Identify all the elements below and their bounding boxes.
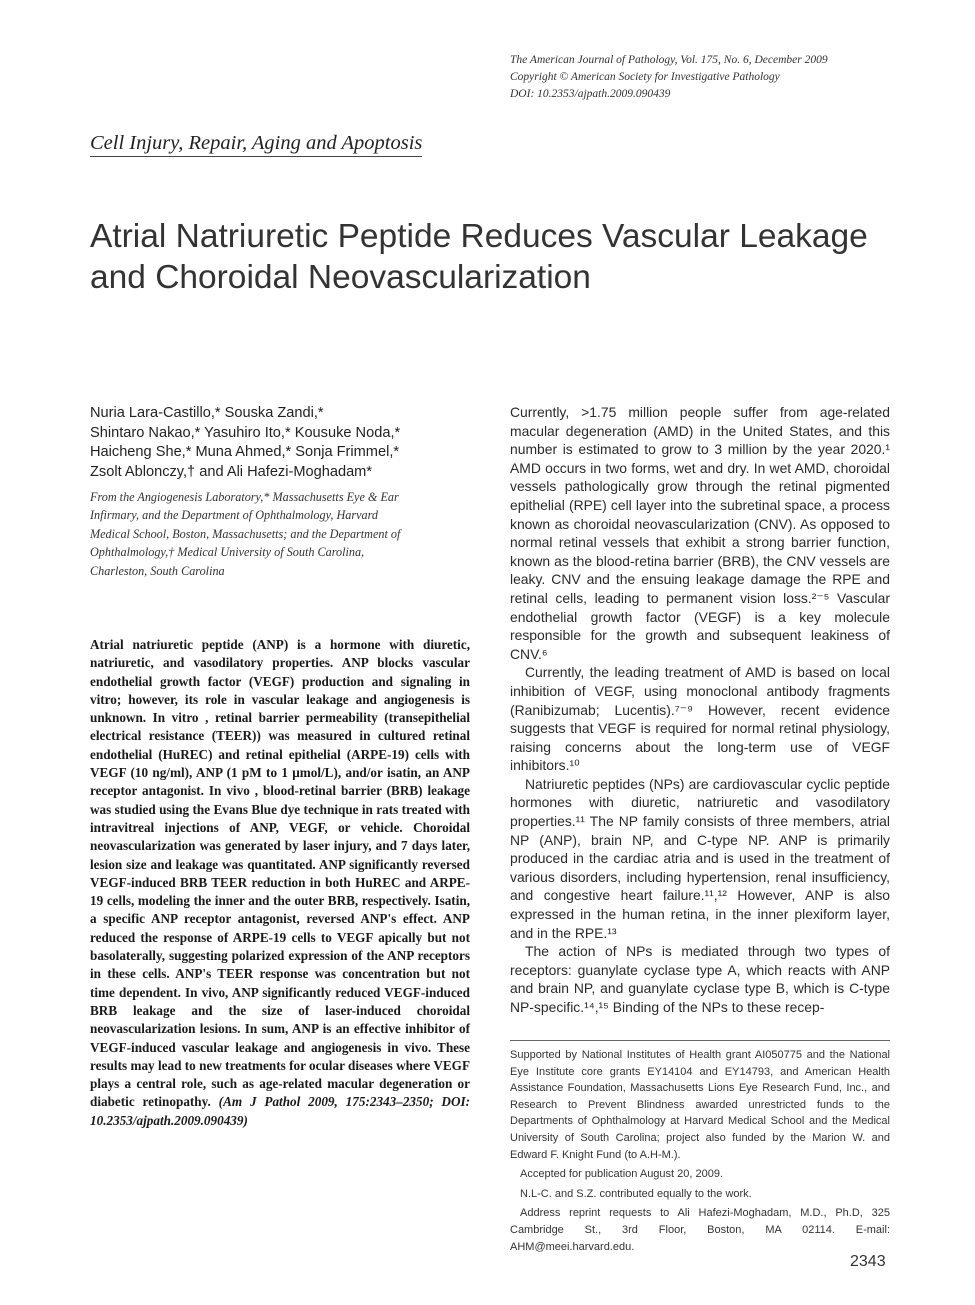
copyright-line: Copyright © American Society for Investigative Pathology	[510, 71, 780, 83]
abstract	[90, 636, 470, 1130]
journal-header	[510, 52, 930, 103]
abstract-citation: (Am J Pathol 2009, 175:2343–2350; DOI: 10.2353/ajpath.2009.090439)	[90, 1094, 470, 1128]
accepted-footnote: Accepted for publication August 20, 2009.	[520, 1168, 724, 1181]
affiliations	[90, 488, 490, 580]
address-footnote: Address reprint requests to Ali Hafezi-Moghadam, M.D., Ph.D, 325 Cambridge St., 3rd Floor, Boston, MA 02114. E-mail: AHM@meei.harvard.edu.	[510, 1207, 890, 1253]
doi-line: DOI: 10.2353/ajpath.2009.090439	[510, 88, 671, 100]
author-line: Zsolt Ablonczy,† and Ali Hafezi-Moghadam*	[90, 463, 373, 480]
body-paragraph: Natriuretic peptides (NPs) are cardiovascular cyclic peptide hormones with diuretic, natriuretic and vasodilatory properties.¹¹ The NP family consists of three members, atrial NP (ANP), brain NP, and C-type NP. ANP is primarily produced in the cardiac atria and is used in the treatment of various disorders, including hypertension, renal insufficiency, and congestive heart failure.¹¹,¹² However, ANP is also expressed in the human retina, in the inner plexiform layer, and in the RPE.¹³	[510, 775, 890, 941]
affiliation-line: From the Angiogenesis Laboratory,* Massachusetts Eye & Ear	[90, 490, 399, 504]
body-paragraph: Currently, >1.75 million people suffer from age-related macular degeneration (AMD) in the United States, and this number is estimated to grow to 3 million by the year 2020.¹ AMD occurs in two forms, wet and dry. In wet AMD, choroidal vessels pathologically grow through the retinal pigmented epithelial (RPE) cell layer into the subretinal space, a process known as choroidal neovascularization (CNV). As opposed to normal retinal vessels that exhibit a strong barrier function, known as the blood-retina barrier (BRB), the CNV vessels are leaky. CNV and the ensuing leakage damage the RPE and retinal cells, leading to permanent vision loss.²⁻⁵ Vascular endothelial growth factor (VEGF) is a key molecule responsible for the growth and subsequent leakiness of CNV.⁶	[510, 404, 890, 662]
body-paragraph: The action of NPs is mediated through two types of receptors: guanylate cyclase type A, which reacts with ANP and brain NP, and guanylate cyclase type B, which is C-type NP-specific.¹⁴,¹⁵ Binding of the NPs to these recep-	[510, 943, 890, 1015]
journal-citation: The American Journal of Pathology, Vol. 175, No. 6, December 2009	[510, 54, 828, 66]
abstract-text: Atrial natriuretic peptide (ANP) is a hormone with diuretic, natriuretic, and vasodilatory properties. ANP blocks vascular endothelial growth factor (VEGF) production and signaling in vitro; however, its role in vascular leakage and angiogenesis is unknown. In vitro , retinal barrier permeability (transepithelial electrical resistance (TEER)) was measured in cultured retinal endothelial (HuREC) and retinal epithelial (ARPE-19) cells with VEGF (10 ng/ml), ANP (1 pM to 1 μmol/L), and/or isatin, an ANP receptor antagonist. In vivo , blood-retinal barrier (BRB) leakage was studied using the Evans Blue dye technique in rats treated with intravitreal injections of ANP, VEGF, or vehicle. Choroidal neovascularization was generated by laser injury, and 7 days later, lesion size and leakage was quantitated. ANP significantly reversed VEGF-induced BRB TEER reduction in both HuREC and ARPE-19 cells, modeling the inner and the outer BRB, respectively. Isatin, a specific ANP receptor antagonist, reversed ANP's effect. ANP reduced the response of ARPE-19 cells to VEGF apically but not basolaterally, suggesting polarized expression of the ANP receptors in these cells. ANP's TEER response was concentration but not time dependent. In vivo, ANP significantly reduced VEGF-induced BRB leakage and the size of laser-induced choroidal neovascularization lesions. In sum, ANP is an effective inhibitor of VEGF-induced vascular leakage and angiogenesis in vivo. These results may lead to new treatments for ocular diseases where VEGF plays a central role, such as age-related macular degeneration or diabetic retinopathy.	[90, 637, 470, 1110]
affiliation-line: Ophthalmology,† Medical University of South Carolina,	[90, 545, 365, 560]
author-line: Nuria Lara-Castillo,* Souska Zandi,*	[90, 405, 324, 421]
section-heading: Cell Injury, Repair, Aging and Apoptosis	[90, 132, 422, 157]
body-paragraph: Currently, the leading treatment of AMD is based on local inhibition of VEGF, using monoclonal antibody fragments (Ranibizumab; Lucentis).⁷⁻⁹ However, recent evidence suggests that VEGF is required for normal retinal physiology, raising concerns about the long-term use of VEGF inhibitors.¹⁰	[510, 664, 890, 774]
author-line: Haicheng She,* Muna Ahmed,* Sonja Frimmel,*	[90, 444, 400, 460]
page-number: 2343	[850, 1253, 886, 1270]
footnote-divider	[510, 1040, 890, 1041]
footnotes	[510, 1047, 890, 1255]
author-list	[90, 404, 490, 482]
article-title: Atrial Natriuretic Peptide Reduces Vascular Leakage and Choroidal Neovascularization	[90, 218, 868, 296]
contribution-footnote: N.L-C. and S.Z. contributed equally to the work.	[520, 1187, 752, 1200]
affiliation-line: Charleston, South Carolina	[90, 563, 225, 578]
affiliation-line: Medical School, Boston, Massachusetts; and the Department of	[90, 526, 401, 541]
affiliation-line: Infirmary, and the Department of Ophthalmology, Harvard	[90, 508, 378, 523]
body-text-column	[510, 403, 890, 1017]
author-line: Shintaro Nakao,* Yasuhiro Ito,* Kousuke Noda,*	[90, 424, 401, 441]
funding-footnote: Supported by National Institutes of Health grant AI050775 and the National Eye Institute core grants EY14104 and EY14793, and American Health Assistance Foundation, Massachusetts Lions Eye Research Fund, Inc., and Research to Prevent Blindness awarded unrestricted funds to the Departments of Ophthalmology at Harvard Medical School and the Medical University of South Carolina; project also funded by the Marion W. and Edward F. Knight Fund (to A.H-M.).	[510, 1049, 890, 1161]
